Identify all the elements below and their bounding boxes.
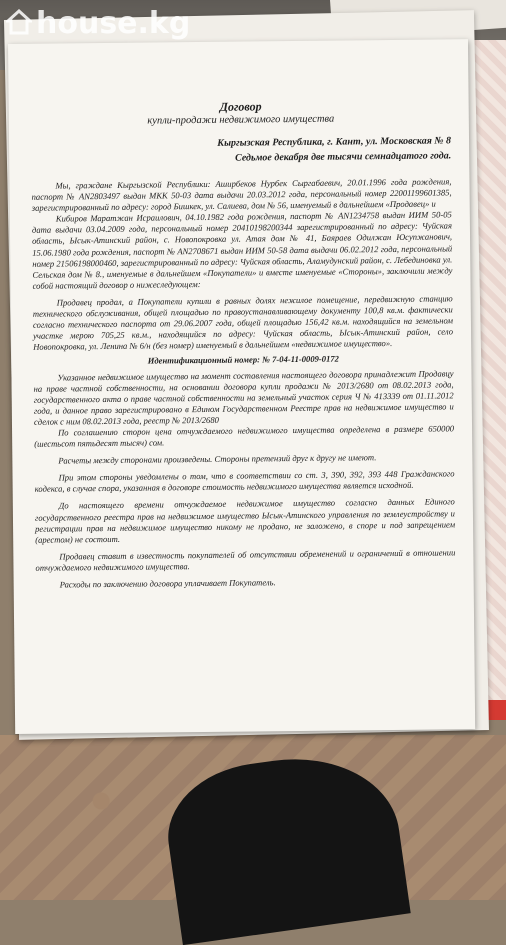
paragraph-buyers: Кибиров Маратжан Исраилович, 04.10.1982 года рождения, паспорт № AN1234758 выдан ИИМ 50-05 дата выдачи 03.04.2009 года, персональный номер 20410198200344 зарегистрированный по адресу: Чуйская область, Ысык-Атинский район, с. Новопокровка ул. Атая дом № 41, Баяраев Одилжан Юсупжанович, 15.06.1980 года рождения, паспорт № AN2708671 выдан ИИМ 50-58 дата выдачи 06.02.2012 года, персональный номер 21506198000460, зарегистрированный по адресу: Чуйская область, Аламудунский район, с. Лебединовка ул. Сельская дом № 8., именуемые в дальнейшем «Покупатели» и вместе именуемые «Стороны», заключили между собой настоящий договор о нижеследующем: xyxy=(31,209,453,291)
document-place: Кыргызская Республика, г. Кант, ул. Московская № 8 xyxy=(217,135,452,149)
paragraph-seller: Мы, граждане Кыргызской Республики: Аширбеков Нурбек Сыргабаевич, 20.01.1996 года рождения, паспорт № AN2803497 выдан МКК 50-03 дата выдачи 20.03.2012 года, персональный номер 22001199601385, зарегистрированный по адресу: город Бишкек, ул. Салиева, дом № 56, именуемый в дальнейшем «Продавец» и xyxy=(31,176,452,213)
document-title: Договор xyxy=(219,99,262,114)
document-subtitle: купли-продажи недвижимого имущества xyxy=(147,113,335,127)
paragraph-subject: Продавец продал, а Покупатели купили в равных долях нежилое помещение, передвижную станцию технического обслуживания, общей площадью по правоустанавливающему документу 100,8 кв.м. фактически согласно технического паспорта от 29.06.2007 года, общей площадью 156,42 кв.м. находящийся на земельном участке мерою 705,25 кв.м., находящийся по адресу: Чуйская область, Ысык-Атинский район, село Новопокровка, ул. Ленина № 6/н (без номер) именуемый в дальнейшем «недвижимое имущество». xyxy=(32,293,454,353)
document-date: Седьмое декабря две тысячи семнадцатого года. xyxy=(235,150,452,164)
paragraph-price: По соглашению сторон цена отчуждаемого недвижимого имущества определена в размере 650000 (шестьсот пятьдесят тысяч) сом. xyxy=(34,423,455,449)
contract-text xyxy=(31,97,456,590)
paragraph-ownership: Указанное недвижимое имущество на момент составления настоящего договора принадлежит Продавцу на праве частной собственности, на основании договора купли продажи № 2013/2680 от 08.02.2013 года, государственного акта о праве частной собственности на земельный участок серия Ч № 413339 от 01.11.2012 года, и данное право зарегистрировано в Едином Государственном Реестре прав на недвижимое имущество и сделок с ним 08.02.2013 года, реестр № 2013/2680 xyxy=(33,367,454,427)
watermark-text: house.kg xyxy=(36,6,191,41)
paragraph-expenses: Расходы по заключению договора уплачивает Покупатель. xyxy=(59,577,276,590)
contract-sheet xyxy=(8,39,475,734)
paragraph-settlement: Расчеты между сторонами произведены. Стороны претензий друг к другу не имеют. xyxy=(58,452,377,466)
identification-number: Идентификационный номер: № 7-04-11-0009-0172 xyxy=(147,353,339,366)
paragraph-encumbrances: Продавец ставит в известность покупателей об отсутствии обременений и ограничений в отношении отчуждаемого недвижимого имущества. xyxy=(35,547,456,573)
site-watermark xyxy=(6,6,190,41)
house-icon xyxy=(6,9,32,35)
paragraph-registry: До настоящего времени отчуждаемое недвижимое имущество согласно данных Единого государственного реестра прав на недвижимое имущество Ысык-Атинского управления по землеустройству и регистрации прав на недвижимое имущество никому не продано, не заложено, в споре и под запрещением (арестом) не состоит. xyxy=(34,496,456,545)
paragraph-civil-code: При этом стороны уведомлены о том, что в соответствии со ст. 3, 390, 392, 393 448 Гражданского кодекса, в случае спора, указанная в договоре стоимость недвижимого имущества является исходной. xyxy=(34,468,455,495)
